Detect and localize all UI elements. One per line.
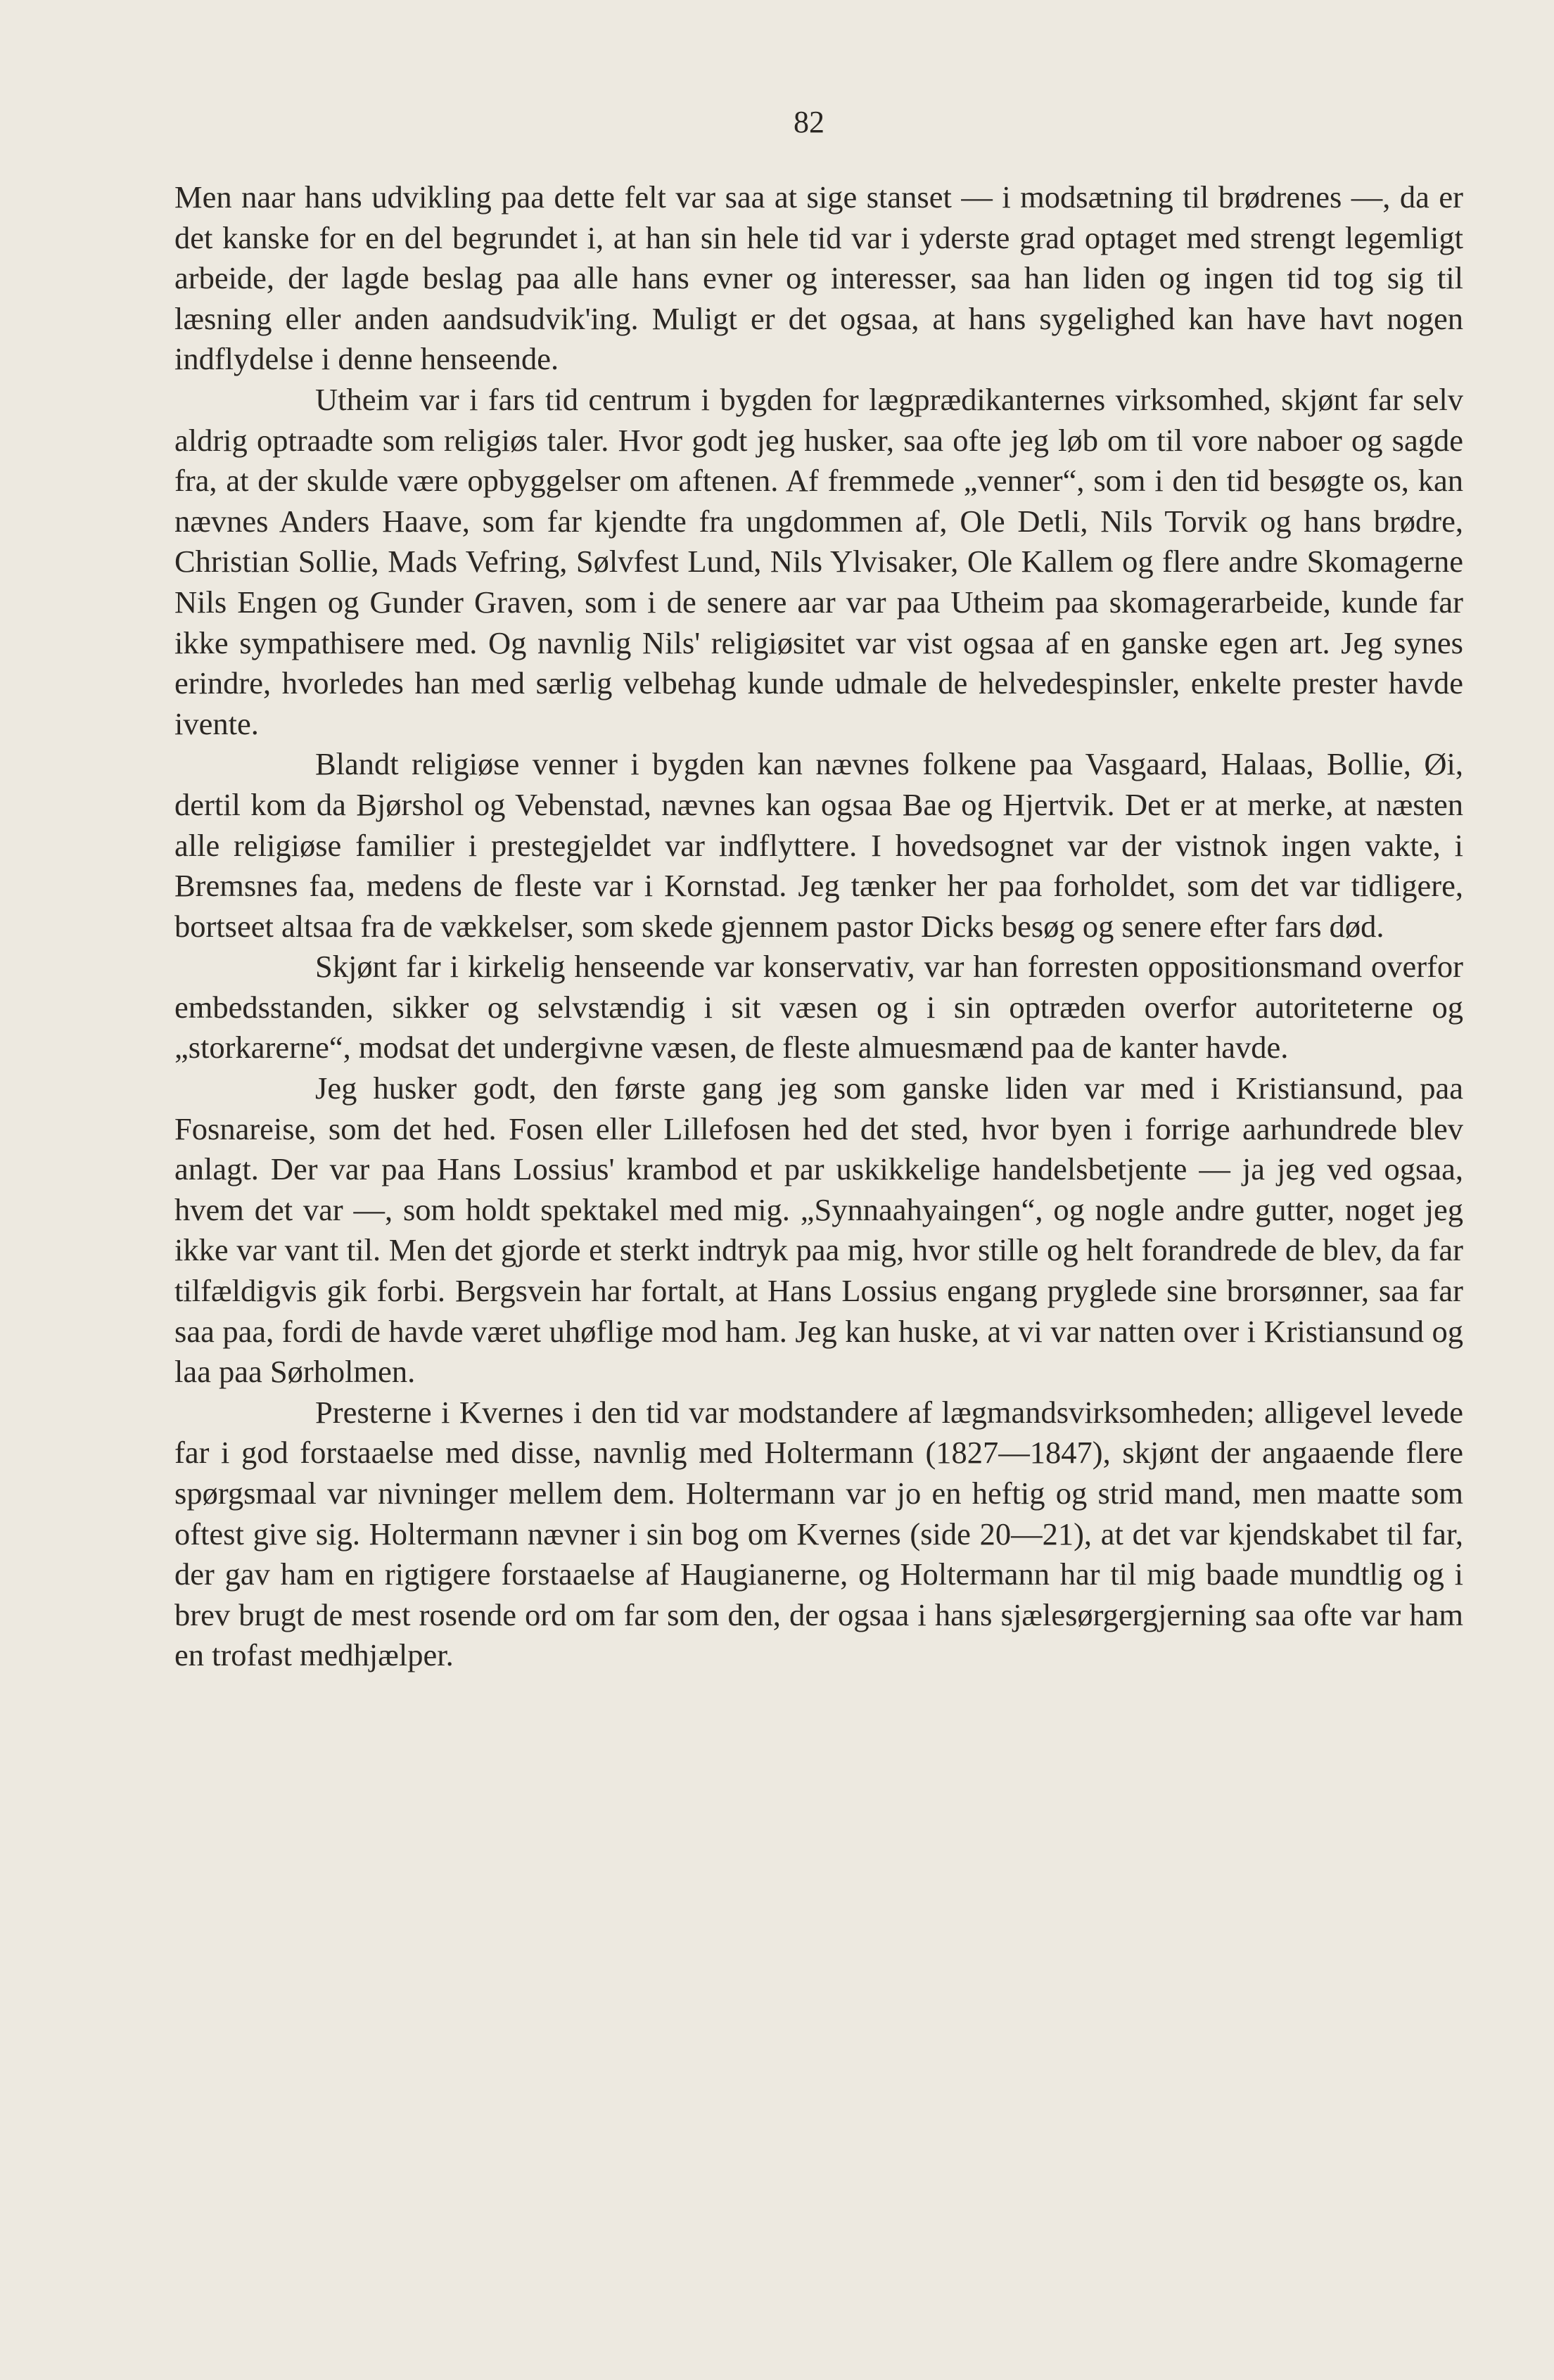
page-number: 82 [794,105,824,139]
paragraph-4: Skjønt far i kirkelig henseende var konservativ, var han forresten oppositionsmand overfor embedsstanden, sikker og selvstændig i sit væsen og i sin optræden overfor autoriteterne og „storkarerne“, modsat det undergivne væsen, de fleste almuesmænd paa de kanter havde. [174,949,1463,1066]
paragraph-5: Jeg husker godt, den første gang jeg som ganske liden var med i Kristiansund, paa Fosnareise, som det hed. Fosen eller Lillefosen hed det sted, hvor byen i forrige aarhundrede blev anlagt. Der var paa Hans Lossius' krambod et par uskikkelige handelsbetjente — ja jeg ved ogsaa, hvem det var —, som holdt spektakel med mig. „Synnaahyaingen“, og nogle andre gutter, noget jeg ikke var vant til. Men det gjorde et sterkt indtryk paa mig, hvor stille og helt forandrede de blev, da far tilfældigvis gik forbi. Bergsvein har fortalt, at Hans Lossius engang pryglede sine brorsønner, saa far saa paa, fordi de havde været uhøflige mod ham. Jeg kan huske, at vi var natten over i Kristiansund og laa paa Sørholmen. [174,1070,1463,1390]
paragraph-2: Utheim var i fars tid centrum i bygden for lægprædikanternes virksomhed, skjønt far selv aldrig optraadte som religiøs taler. Hvor godt jeg husker, saa ofte jeg løb om til vore naboer og sagde fra, at der skulde være opbyggelser om aftenen. Af fremmede „venner“, som i den tid besøgte os, kan nævnes Anders Haave, som far kjendte fra ungdommen af, Ole Detli, Nils Torvik og hans brødre, Christian Sollie, Mads Vefring, Sølvfest Lund, Nils Ylvisaker, Ole Kallem og flere andre Skomagerne Nils Engen og Gunder Graven, som i de senere aar var paa Utheim paa skomagerarbeide, kunde far ikke sympathisere med. Og navnlig Nils' religiøsitet var vist ogsaa af en ganske egen art. Jeg synes erindre, hvorledes han med særlig velbehag kunde udmale de helvedespinsler, enkelte prester havde ivente. [174,381,1463,741]
paragraph-3: Blandt religiøse venner i bygden kan nævnes folkene paa Vasgaard, Halaas, Bollie, Øi, dertil kom da Bjørshol og Vebenstad, nævnes kan ogsaa Bae og Hjertvik. Det er at merke, at næsten alle religiøse familier i prestegjeldet var indflyttere. I hovedsognet var der vistnok ingen vakte, i Bremsnes faa, medens de fleste var i Kornstad. Jeg tænker her paa forholdet, som det var tidligere, bortseet altsaa fra de vækkelser, som skede gjennem pastor Dicks besøg og senere efter fars død. [174,746,1463,944]
paragraph-1: Men naar hans udvikling paa dette felt var saa at sige stanset — i modsætning til brødrenes —, da er det kanske for en del begrundet i, at han sin hele tid var i yderste grad optaget med strengt legemligt arbeide, der lagde beslag paa alle hans evner og interesser, saa han liden og ingen tid tog sig til læsning eller anden aandsudvik'ing. Muligt er det ogsaa, at hans sygelighed kan have havt nogen indflydelse i denne henseende. [174,179,1463,377]
paragraph-6: Presterne i Kvernes i den tid var modstandere af lægmandsvirksomheden; alligevel levede far i god forstaaelse med disse, navnlig med Holtermann (1827—1847), skjønt der angaaende flere spørgsmaal var nivninger mellem dem. Holtermann var jo en heftig og strid mand, men maatte som oftest give sig. Holtermann nævner i sin bog om Kvernes (side 20—21), at det var kjendskabet til far, der gav ham en rigtigere forstaaelse af Haugianerne, og Holtermann har til mig baade mundtlig og i brev brugt de mest rosende ord om far som den, der ogsaa i hans sjælesørgergjerning saa ofte var ham en trofast medhjælper. [174,1394,1463,1673]
body-text [174,177,1463,1676]
